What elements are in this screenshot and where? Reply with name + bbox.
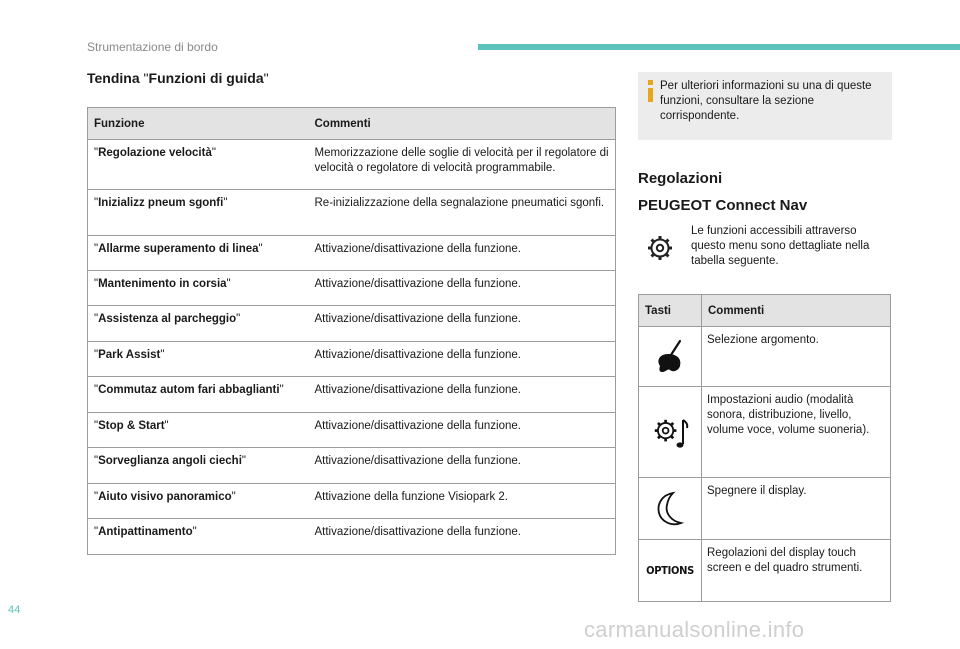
function-name: "Aiuto visivo panoramico" (88, 484, 309, 519)
function-name: "Assistenza al parcheggio" (88, 306, 309, 342)
function-name: "Inizializz pneum sgonfi" (88, 190, 309, 236)
regolazioni-heading: Regolazioni (638, 170, 723, 187)
function-name-text: Allarme superamento di linea (98, 243, 259, 255)
function-comment: Attivazione/disattivazione della funzione. (309, 271, 616, 306)
function-name-text: Mantenimento in corsia (98, 278, 227, 290)
section-title-quote-open: " (143, 70, 149, 86)
function-name: "Sorveglianza angoli ciechi" (88, 448, 309, 484)
table-row (88, 342, 616, 377)
info-text: Per ulteriori informazioni su una di queste funzioni, consultare la sezione corrispondente. (660, 80, 872, 122)
gear-music-note-icon[interactable] (650, 412, 690, 452)
table-header-row (639, 295, 891, 327)
key-comment: Impostazioni audio (modalità sonora, distribuzione, livello, volume voce, volume suoneria). (702, 387, 891, 478)
key-cell (639, 478, 702, 540)
column-header-commenti: Commenti (702, 295, 891, 327)
key-cell (639, 387, 702, 478)
table-row (639, 327, 891, 387)
watermark: carmanualsonline.info (584, 617, 805, 642)
section-title-quote-close: " (263, 70, 269, 86)
function-name-text: Commutaz autom fari abbaglianti (98, 384, 280, 396)
function-comment: Attivazione della funzione Visiopark 2. (309, 484, 616, 519)
table-row (88, 448, 616, 484)
function-name-text: Stop & Start (98, 420, 165, 432)
table-row (88, 190, 616, 236)
table-row (88, 519, 616, 555)
table-row (88, 306, 616, 342)
table-row (639, 387, 891, 478)
table-row (88, 140, 616, 190)
palette-brush-icon[interactable] (652, 336, 688, 378)
section-title (87, 70, 269, 86)
table-row (639, 478, 891, 540)
function-name: "Commutaz autom fari abbaglianti" (88, 377, 309, 413)
function-name: "Regolazione velocità" (88, 140, 309, 190)
function-name: "Stop & Start" (88, 413, 309, 448)
table-row (88, 236, 616, 271)
header-accent-bar (478, 44, 960, 50)
function-comment: Attivazione/disattivazione della funzione. (309, 377, 616, 413)
function-name-text: Assistenza al parcheggio (98, 313, 237, 325)
function-comment: Attivazione/disattivazione della funzione. (309, 306, 616, 342)
function-name-text: Inizializz pneum sgonfi (98, 197, 224, 209)
function-comment: Attivazione/disattivazione della funzione. (309, 413, 616, 448)
function-name-text: Antipattinamento (98, 526, 193, 538)
key-cell (639, 327, 702, 387)
info-box (638, 72, 892, 140)
key-cell (639, 540, 702, 602)
function-name-text: Park Assist (98, 349, 161, 361)
column-header-commenti: Commenti (309, 108, 616, 140)
options-button[interactable]: OPTIONS (646, 564, 694, 577)
table-row (88, 413, 616, 448)
function-comment: Memorizzazione delle soglie di velocità per il regolatore di velocità o regolatore di velocità programmabile. (309, 140, 616, 190)
table-row (88, 484, 616, 519)
function-comment: Attivazione/disattivazione della funzione. (309, 448, 616, 484)
column-header-funzione: Funzione (88, 108, 309, 140)
function-name: "Mantenimento in corsia" (88, 271, 309, 306)
function-name: "Park Assist" (88, 342, 309, 377)
function-comment: Attivazione/disattivazione della funzione. (309, 342, 616, 377)
section-title-prefix: Tendina (87, 70, 144, 86)
table-row (88, 377, 616, 413)
info-icon (648, 80, 654, 100)
gear-icon (646, 234, 674, 262)
function-name-text: Regolazione velocità (98, 147, 212, 159)
regolazioni-description: Le funzioni accessibili attraverso questo menu sono dettagliate nella tabella seguente. (691, 225, 870, 267)
function-name: "Allarme superamento di linea" (88, 236, 309, 271)
function-comment: Attivazione/disattivazione della funzione. (309, 519, 616, 555)
function-name-text: Aiuto visivo panoramico (98, 491, 232, 503)
moon-icon[interactable] (653, 489, 687, 529)
page-number: 44 (8, 604, 21, 616)
function-comment: Attivazione/disattivazione della funzione. (309, 236, 616, 271)
key-comment: Regolazioni del display touch screen e del quadro strumenti. (702, 540, 891, 602)
peugeot-connect-nav-heading: PEUGEOT Connect Nav (638, 197, 808, 214)
table-row (88, 271, 616, 306)
key-comment: Spegnere il display. (702, 478, 891, 540)
function-name: "Antipattinamento" (88, 519, 309, 555)
function-name-text: Sorveglianza angoli ciechi (98, 455, 242, 467)
page-header-title: Strumentazione di bordo (87, 40, 218, 54)
table-header-row (88, 108, 616, 140)
function-comment: Re-inizializzazione della segnalazione pneumatici sgonfi. (309, 190, 616, 236)
table-row (639, 540, 891, 602)
keys-table (638, 294, 891, 602)
functions-table (87, 107, 616, 555)
key-comment: Selezione argomento. (702, 327, 891, 387)
section-title-name: Funzioni di guida (148, 70, 264, 86)
column-header-tasti: Tasti (639, 295, 702, 327)
